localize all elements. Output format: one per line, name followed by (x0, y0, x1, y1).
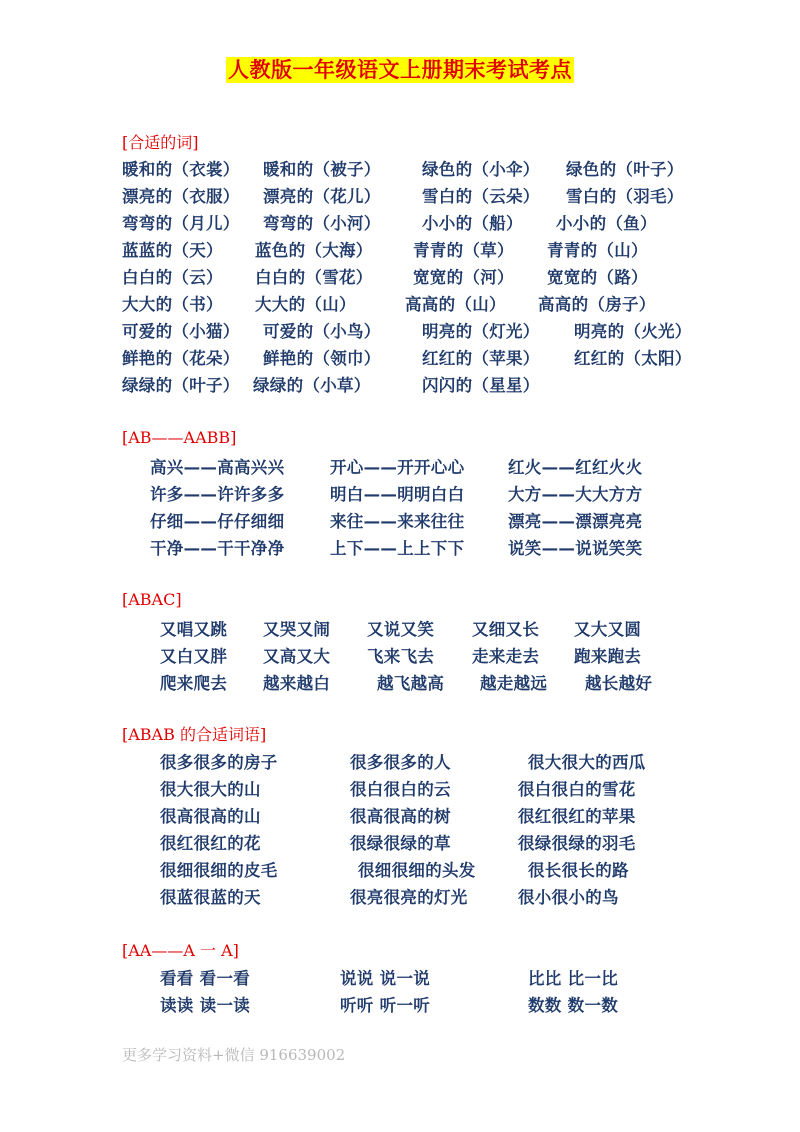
word-row (0, 643, 800, 667)
word-item: 很绿很绿的草 (350, 834, 451, 853)
word-row (0, 965, 800, 989)
word-item: 听听 听一听 (340, 996, 431, 1015)
word-row (0, 183, 800, 207)
word-item: 很红很红的苹果 (518, 807, 636, 826)
word-item: 漂亮——漂漂亮亮 (508, 512, 643, 531)
word-item: 红红的（苹果） (422, 349, 540, 368)
word-item: 又哭又闹 (263, 620, 331, 639)
word-item: 很白很白的雪花 (518, 780, 636, 799)
word-row (0, 508, 800, 532)
word-item: 上下——上上下下 (330, 539, 465, 558)
word-item: 很细很细的头发 (358, 861, 476, 880)
word-item: 看看 看一看 (160, 969, 251, 988)
word-item: 宽宽的（河） (413, 268, 514, 287)
word-row (0, 481, 800, 505)
word-item: 绿色的（小伞） (422, 160, 540, 179)
word-item: 高高的（房子） (538, 295, 656, 314)
word-row (0, 616, 800, 640)
word-item: 可爱的（小鸟） (263, 322, 381, 341)
word-item: 小小的（船） (422, 214, 523, 233)
word-item: 很白很白的云 (350, 780, 451, 799)
word-item: 绿色的（叶子） (566, 160, 684, 179)
word-item: 跑来跑去 (574, 647, 642, 666)
word-item: 红红的（太阳） (574, 349, 692, 368)
word-item: 又白又胖 (160, 647, 228, 666)
word-item: 读读 读一读 (160, 996, 251, 1015)
word-item: 说笑——说说笑笑 (508, 539, 643, 558)
word-item: 白白的（雪花） (255, 268, 373, 287)
word-item: 仔细——仔仔细细 (150, 512, 285, 531)
word-row (0, 291, 800, 315)
word-item: 暖和的（被子） (263, 160, 381, 179)
word-item: 漂亮的（花儿） (263, 187, 381, 206)
word-row (0, 535, 800, 559)
section-heading: [ABAB 的合适词语] (122, 725, 267, 744)
word-item: 雪白的（云朵） (422, 187, 540, 206)
word-item: 高高的（山） (405, 295, 506, 314)
word-item: 大大的（山） (255, 295, 356, 314)
word-item: 很大很大的西瓜 (528, 753, 646, 772)
word-row (0, 857, 800, 881)
word-row (0, 156, 800, 180)
word-item: 又高又大 (263, 647, 331, 666)
word-item: 很长很长的路 (528, 861, 629, 880)
word-item: 越走越远 (480, 674, 548, 693)
word-item: 数数 数一数 (528, 996, 619, 1015)
word-item: 大方——大大方方 (508, 485, 643, 504)
section-heading: [合适的词] (122, 133, 199, 152)
word-item: 弯弯的（小河） (263, 214, 381, 233)
word-row (0, 454, 800, 478)
word-item: 弯弯的（月儿） (122, 214, 240, 233)
word-item: 很多很多的房子 (160, 753, 278, 772)
word-row (0, 992, 800, 1016)
word-item: 小小的（鱼） (556, 214, 657, 233)
word-item: 很多很多的人 (350, 753, 451, 772)
word-item: 蓝色的（大海） (255, 241, 373, 260)
word-item: 又说又笑 (367, 620, 435, 639)
word-row (0, 776, 800, 800)
word-item: 越长越好 (585, 674, 653, 693)
word-item: 蓝蓝的（天） (122, 241, 223, 260)
word-item: 来往——来来往往 (330, 512, 465, 531)
word-item: 很大很大的山 (160, 780, 261, 799)
word-item: 爬来爬去 (160, 674, 228, 693)
word-item: 说说 说一说 (340, 969, 431, 988)
page-title-text: 人教版一年级语文上册期末考试考点 (228, 58, 572, 82)
word-item: 许多——许许多多 (150, 485, 285, 504)
word-item: 闪闪的（星星） (422, 376, 540, 395)
word-item: 越来越白 (263, 674, 331, 693)
word-row (0, 803, 800, 827)
word-item: 飞来飞去 (367, 647, 435, 666)
word-item: 又大又圆 (574, 620, 642, 639)
page-title (0, 54, 800, 84)
word-row (0, 372, 800, 396)
word-item: 又细又长 (472, 620, 540, 639)
word-item: 可爱的（小猫） (122, 322, 240, 341)
section-heading: [AB——AABB] (122, 428, 237, 447)
section-heading: [ABAC] (122, 590, 182, 609)
word-item: 比比 比一比 (528, 969, 619, 988)
section-heading: [AA——A 一 A] (122, 941, 239, 960)
word-row (0, 264, 800, 288)
word-item: 雪白的（羽毛） (566, 187, 684, 206)
word-item: 明白——明明白白 (330, 485, 465, 504)
word-item: 很高很高的山 (160, 807, 261, 826)
word-item: 很蓝很蓝的天 (160, 888, 261, 907)
word-item: 很绿很绿的羽毛 (518, 834, 636, 853)
word-item: 高兴——高高兴兴 (150, 458, 285, 477)
word-item: 越飞越高 (377, 674, 445, 693)
word-item: 鲜艳的（花朵） (122, 349, 240, 368)
word-row (0, 830, 800, 854)
word-item: 绿绿的（小草） (253, 376, 371, 395)
word-item: 宽宽的（路） (547, 268, 648, 287)
word-item: 很亮很亮的灯光 (350, 888, 468, 907)
word-item: 很细很细的皮毛 (160, 861, 278, 880)
word-row (0, 210, 800, 234)
word-row (0, 237, 800, 261)
word-row (0, 318, 800, 342)
word-item: 明亮的（灯光） (422, 322, 540, 341)
word-row (0, 749, 800, 773)
word-item: 白白的（云） (122, 268, 223, 287)
word-item: 开心——开开心心 (330, 458, 465, 477)
word-row (0, 345, 800, 369)
word-item: 鲜艳的（领巾） (263, 349, 381, 368)
word-row (0, 670, 800, 694)
word-item: 大大的（书） (122, 295, 223, 314)
word-item: 漂亮的（衣服） (122, 187, 240, 206)
word-item: 绿绿的（叶子） (122, 376, 240, 395)
word-item: 又唱又跳 (160, 620, 228, 639)
word-row (0, 884, 800, 908)
word-item: 很高很高的树 (350, 807, 451, 826)
word-item: 走来走去 (472, 647, 540, 666)
word-item: 干净——干干净净 (150, 539, 285, 558)
footer-note: 更多学习资料+微信 916639002 (122, 1046, 346, 1064)
word-item: 青青的（山） (547, 241, 648, 260)
word-item: 很小很小的鸟 (518, 888, 619, 907)
word-item: 暖和的（衣裳） (122, 160, 240, 179)
word-item: 青青的（草） (413, 241, 514, 260)
word-item: 红火——红红火火 (508, 458, 643, 477)
word-item: 明亮的（火光） (574, 322, 692, 341)
word-item: 很红很红的花 (160, 834, 261, 853)
